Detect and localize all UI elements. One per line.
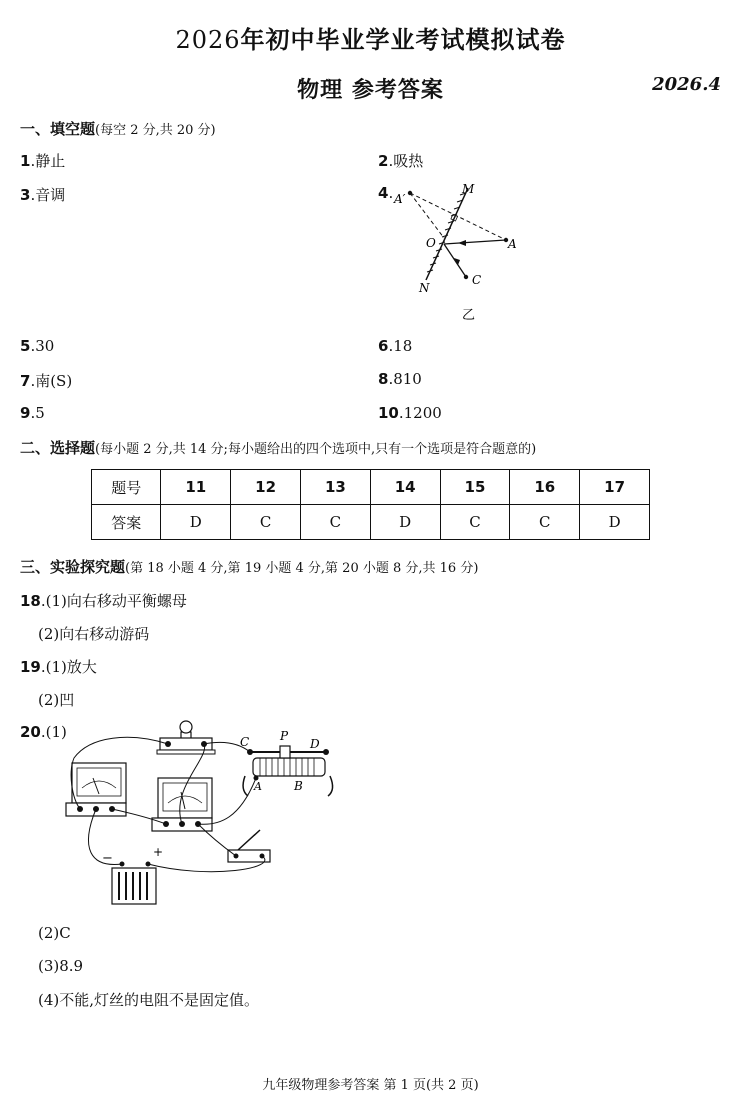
label-a-prime: A′	[394, 192, 406, 206]
incident-arrow	[458, 240, 466, 246]
answer-18-2: (2)向右移动游码	[38, 625, 150, 643]
reflected-ray	[444, 244, 466, 277]
question-number: 15	[440, 470, 510, 505]
incident-ray	[444, 240, 506, 244]
answer-7: 7.南(S)	[20, 372, 73, 390]
point-a-prime	[408, 191, 412, 195]
label-m: M	[462, 182, 475, 196]
mirror-line	[426, 188, 468, 280]
battery-minus: −	[102, 851, 113, 866]
rheostat-label-p: P	[280, 729, 289, 743]
rheostat-label-d: D	[310, 737, 320, 751]
question-number: 11	[161, 470, 231, 505]
reflection-diagram	[388, 180, 538, 325]
answer-9: 9.5	[20, 404, 45, 422]
answer-2: 2.吸热	[378, 152, 424, 170]
answer-6: 6.18	[378, 337, 413, 355]
extension-line	[410, 193, 444, 238]
answer-4: 4.	[378, 184, 394, 202]
question-number: 16	[510, 470, 580, 505]
diagram-caption: 乙	[462, 308, 476, 323]
answer-cell: C	[440, 505, 510, 540]
rheostat-label-c: C	[240, 735, 250, 749]
ammeter	[66, 763, 126, 816]
answer-cell: C	[301, 505, 371, 540]
answer-cell: D	[370, 505, 440, 540]
exam-year: 2026	[175, 26, 241, 54]
answer-20-3: (3)8.9	[38, 957, 84, 975]
answer-cell: C	[510, 505, 580, 540]
answer-1: 1.静止	[20, 152, 66, 170]
label-n: N	[419, 281, 430, 295]
label-o: O	[426, 236, 436, 250]
label-a: A	[508, 237, 517, 251]
section-3-heading: 三、实验探究题(第 18 小题 4 分,第 19 小题 4 分,第 20 小题 8 分,共 16 分)	[20, 558, 479, 576]
answer-18-1: 18.(1)向右移动平衡螺母	[20, 592, 187, 610]
section-1-heading: 一、填空题(每空 2 分,共 20 分)	[20, 120, 216, 138]
answer-10: 10.1200	[378, 404, 442, 422]
battery-plus: +	[153, 845, 164, 859]
table-row	[92, 470, 650, 505]
answer-5: 5.30	[20, 337, 55, 355]
point-c	[464, 275, 468, 279]
choice-answer-table	[91, 469, 650, 540]
answer-cell: D	[161, 505, 231, 540]
answer-19-2: (2)凹	[38, 691, 75, 709]
answer-20-1: 20.(1)	[20, 723, 67, 741]
answer-8: 8.810	[378, 370, 422, 388]
answer-19-1: 19.(1)放大	[20, 658, 97, 676]
circuit-diagram	[60, 718, 360, 913]
section-2-heading: 二、选择题(每小题 2 分,共 14 分;每小题给出的四个选项中,只有一个选项是符合题意的)	[20, 439, 537, 457]
row-label-answers: 答案	[92, 505, 161, 540]
answer-20-2: (2)C	[38, 924, 71, 942]
page-subtitle: 物理 参考答案	[297, 77, 444, 103]
question-number: 14	[370, 470, 440, 505]
page-title	[0, 20, 741, 55]
question-number: 13	[301, 470, 371, 505]
page-footer: 九年级物理参考答案 第 1 页(共 2 页)	[262, 1078, 479, 1093]
question-number: 17	[580, 470, 650, 505]
answer-20-4: (4)不能,灯丝的电阻不是固定值。	[38, 991, 260, 1009]
exam-title: 年初中毕业学业考试模拟试卷	[240, 25, 566, 54]
image-line	[410, 193, 506, 240]
label-c: C	[472, 273, 482, 287]
answer-3: 3.音调	[20, 186, 66, 204]
answer-cell: D	[580, 505, 650, 540]
row-label-numbers: 题号	[92, 470, 161, 505]
lamp-bulb	[180, 721, 192, 733]
battery	[112, 862, 156, 905]
table-row	[92, 505, 650, 540]
rheostat-label-b: B	[294, 779, 303, 793]
question-number: 12	[231, 470, 301, 505]
exam-date: 2026.4	[652, 74, 721, 95]
answer-cell: C	[231, 505, 301, 540]
rheostat-label-a: A	[254, 780, 262, 793]
